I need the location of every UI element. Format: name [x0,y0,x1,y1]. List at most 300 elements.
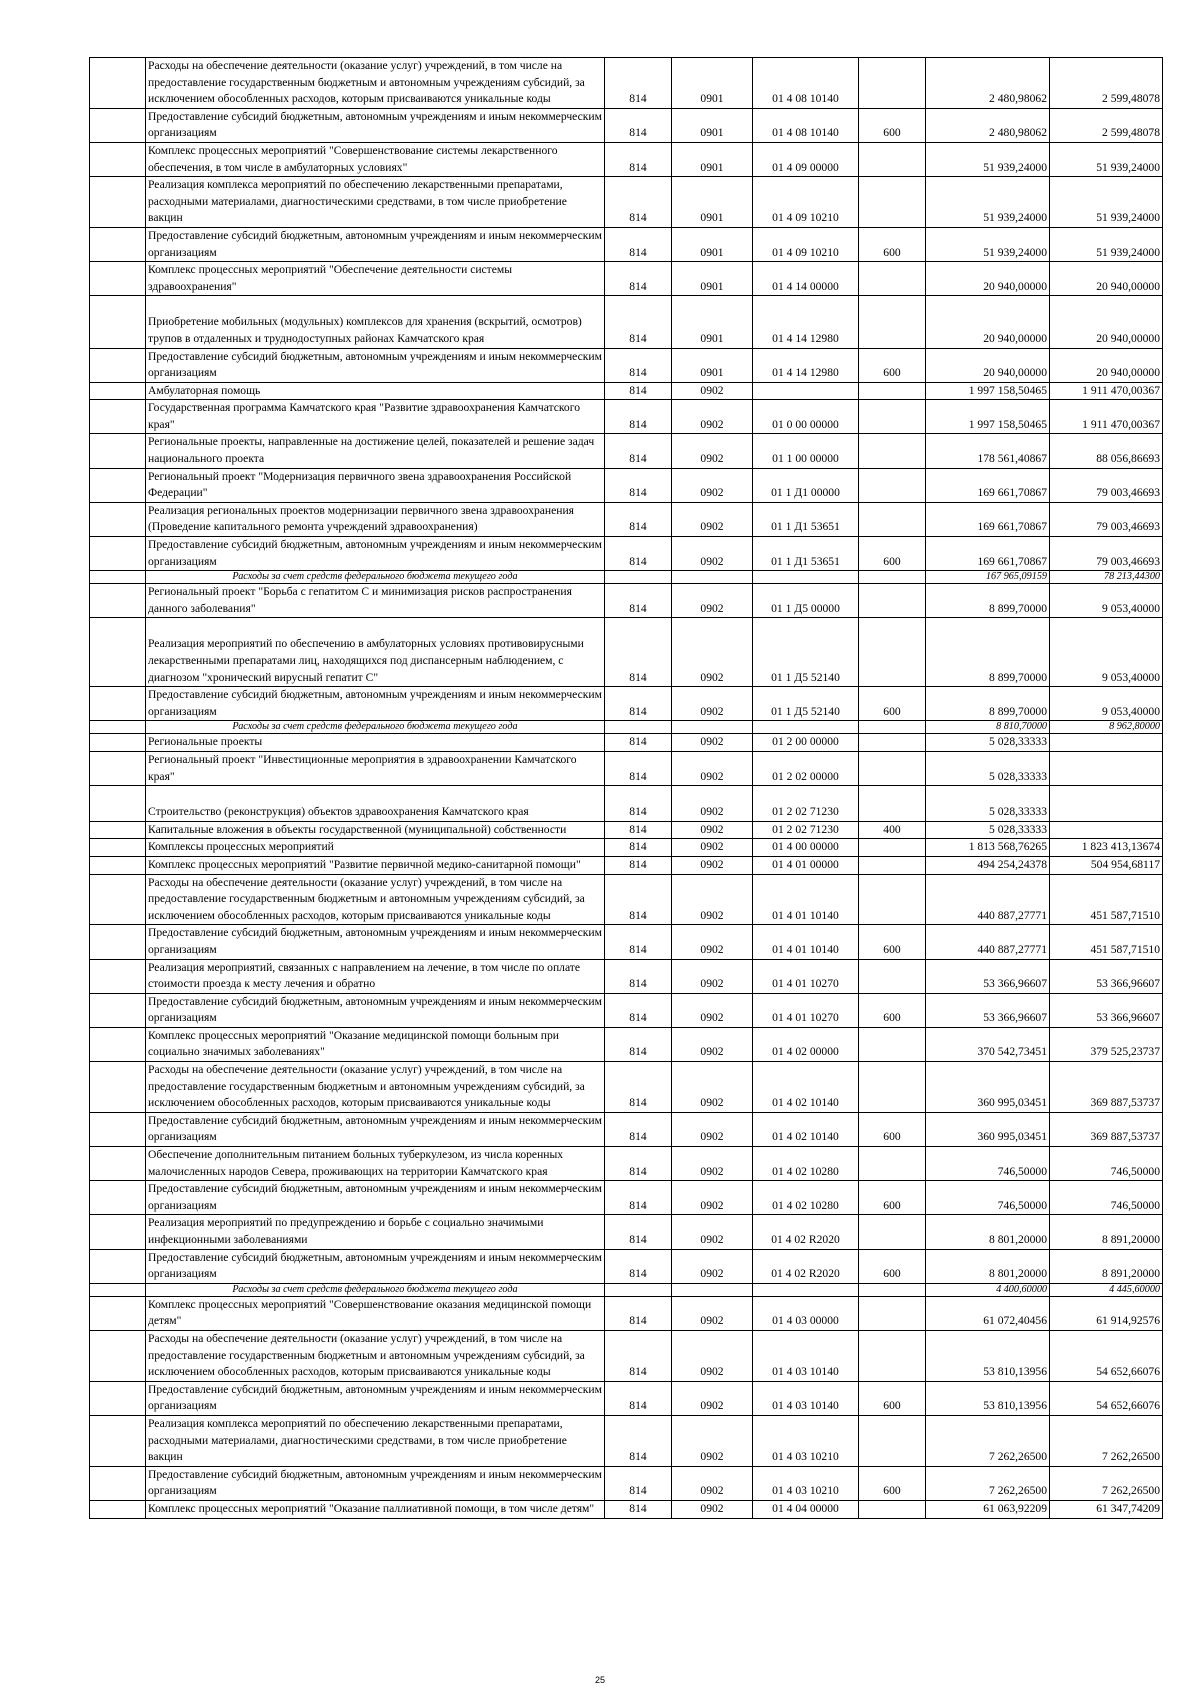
section-code-cell: 0902 [672,1415,753,1466]
amount-year1-cell: 53 810,13956 [926,1330,1050,1381]
target-article-cell: 01 4 02 R2020 [753,1249,859,1283]
amount-year2-cell: 51 939,24000 [1050,177,1163,228]
target-article-cell: 01 1 Д5 00000 [753,584,859,618]
grbs-code-cell: 814 [605,839,672,857]
table-row [90,618,1163,687]
table-row [90,296,1163,348]
grbs-code-cell: 814 [605,348,672,382]
amount-year2-cell: 53 366,96607 [1050,993,1163,1027]
amount-year1-cell: 8 810,70000 [926,721,1050,734]
expense-type-cell [859,874,926,925]
expense-name-cell: Региональные проекты, направленные на достижение целей, показателей и решение задач национального проекта [146,434,605,468]
amount-year2-cell: 379 525,23737 [1050,1027,1163,1061]
expense-type-cell: 600 [859,925,926,959]
target-article-cell: 01 4 14 00000 [753,262,859,296]
row-number-cell [90,296,146,348]
expense-type-cell [859,177,926,228]
grbs-code-cell: 814 [605,400,672,434]
section-code-cell: 0902 [672,618,753,687]
target-article-cell: 01 4 03 10210 [753,1466,859,1500]
grbs-code-cell: 814 [605,1027,672,1061]
table-row [90,1215,1163,1249]
expense-type-cell: 600 [859,537,926,571]
grbs-code-cell: 814 [605,108,672,142]
expense-type-cell [859,856,926,874]
grbs-code-cell: 814 [605,1415,672,1466]
table-row [90,839,1163,857]
amount-year1-cell: 20 940,00000 [926,296,1050,348]
amount-year2-cell: 1 911 470,00367 [1050,400,1163,434]
target-article-cell: 01 4 03 00000 [753,1296,859,1330]
target-article-cell: 01 2 02 00000 [753,751,859,785]
grbs-code-cell: 814 [605,58,672,109]
table-row [90,1249,1163,1283]
section-code-cell: 0901 [672,177,753,228]
expense-type-cell [859,58,926,109]
row-number-cell [90,993,146,1027]
expense-name-cell: Предоставление субсидий бюджетным, автономным учреждениям и иным некоммерческим организациям [146,1249,605,1283]
expense-type-cell: 600 [859,1181,926,1215]
row-number-cell [90,1381,146,1415]
target-article-cell: 01 4 14 12980 [753,348,859,382]
target-article-cell: 01 1 Д5 52140 [753,687,859,721]
grbs-code-cell: 814 [605,786,672,822]
section-code-cell: 0902 [672,839,753,857]
section-code-cell: 0902 [672,821,753,839]
expense-name-cell: Предоставление субсидий бюджетным, автономным учреждениям и иным некоммерческим организациям [146,227,605,261]
expense-name-cell: Предоставление субсидий бюджетным, автономным учреждениям и иным некоммерческим организациям [146,108,605,142]
amount-year2-cell: 20 940,00000 [1050,296,1163,348]
target-article-cell: 01 4 02 10280 [753,1147,859,1181]
grbs-code-cell: 814 [605,1181,672,1215]
amount-year2-cell: 746,50000 [1050,1147,1163,1181]
row-number-cell [90,1296,146,1330]
section-code-cell: 0902 [672,382,753,400]
amount-year1-cell: 8 801,20000 [926,1249,1050,1283]
grbs-code-cell: 814 [605,618,672,687]
target-article-cell: 01 4 03 10140 [753,1381,859,1415]
amount-year1-cell: 370 542,73451 [926,1027,1050,1061]
grbs-code-cell: 814 [605,1466,672,1500]
amount-year2-cell: 61 347,74209 [1050,1500,1163,1518]
target-article-cell: 01 1 Д1 00000 [753,468,859,502]
expense-name-cell: Региональный проект "Модернизация первичного звена здравоохранения Российской Федерации" [146,468,605,502]
grbs-code-cell: 814 [605,734,672,752]
target-article-cell: 01 4 01 00000 [753,856,859,874]
amount-year2-cell [1050,751,1163,785]
amount-year1-cell: 51 939,24000 [926,177,1050,228]
row-number-cell [90,839,146,857]
expense-type-cell [859,142,926,176]
table-row [90,1415,1163,1466]
amount-year2-cell: 4 445,60000 [1050,1283,1163,1296]
expense-name-cell: Капитальные вложения в объекты государственной (муниципальной) собственности [146,821,605,839]
section-code-cell: 0902 [672,856,753,874]
table-row [90,687,1163,721]
expense-name-cell: Предоставление субсидий бюджетным, автономным учреждениям и иным некоммерческим организациям [146,1466,605,1500]
amount-year1-cell: 1 813 568,76265 [926,839,1050,857]
target-article-cell: 01 1 Д5 52140 [753,618,859,687]
section-code-cell: 0902 [672,1381,753,1415]
target-article-cell: 01 4 09 10210 [753,227,859,261]
amount-year1-cell: 4 400,60000 [926,1283,1050,1296]
expense-type-cell [859,1062,926,1113]
target-article-cell: 01 4 08 10140 [753,58,859,109]
grbs-code-cell: 814 [605,687,672,721]
row-number-cell [90,1466,146,1500]
expense-type-cell: 600 [859,993,926,1027]
amount-year1-cell: 746,50000 [926,1147,1050,1181]
expense-name-cell: Расходы за счет средств федерального бюджета текущего года [146,1283,605,1296]
grbs-code-cell: 814 [605,821,672,839]
target-article-cell: 01 4 02 10140 [753,1112,859,1146]
grbs-code-cell [605,721,672,734]
table-row [90,502,1163,536]
grbs-code-cell: 814 [605,227,672,261]
expense-name-cell: Предоставление субсидий бюджетным, автономным учреждениям и иным некоммерческим организациям [146,925,605,959]
section-code-cell: 0902 [672,537,753,571]
row-number-cell [90,1215,146,1249]
row-number-cell [90,348,146,382]
expense-name-cell: Расходы на обеспечение деятельности (оказание услуг) учреждений, в том числе на предоставление государственным бюджетным и автономным учреждениям субсидий, за исключением обособленных расходов, которым присваиваются уникальные коды [146,58,605,109]
table-row [90,925,1163,959]
table-row [90,1147,1163,1181]
row-number-cell [90,925,146,959]
row-number-cell [90,1181,146,1215]
row-number-cell [90,1500,146,1518]
expense-type-cell [859,1283,926,1296]
amount-year2-cell: 78 213,44300 [1050,571,1163,584]
section-code-cell: 0901 [672,296,753,348]
amount-year2-cell: 2 599,48078 [1050,108,1163,142]
section-code-cell: 0902 [672,959,753,993]
budget-sheet [89,57,1160,1519]
amount-year1-cell: 178 561,40867 [926,434,1050,468]
expense-type-cell [859,296,926,348]
expense-type-cell: 600 [859,1381,926,1415]
target-article-cell: 01 4 09 00000 [753,142,859,176]
grbs-code-cell: 814 [605,1112,672,1146]
section-code-cell: 0902 [672,786,753,822]
grbs-code-cell: 814 [605,1249,672,1283]
amount-year1-cell: 7 262,26500 [926,1466,1050,1500]
grbs-code-cell: 814 [605,959,672,993]
budget-table-body [90,58,1163,1519]
grbs-code-cell: 814 [605,1296,672,1330]
amount-year1-cell: 20 940,00000 [926,348,1050,382]
amount-year2-cell: 9 053,40000 [1050,584,1163,618]
expense-name-cell: Реализация мероприятий по обеспечению в амбулаторных условиях противовирусными лекарственными препаратами лиц, находящихся под диспансерным наблюдением, с диагнозом "хронический вирусный гепатит С" [146,618,605,687]
grbs-code-cell: 814 [605,874,672,925]
table-row [90,874,1163,925]
amount-year2-cell [1050,786,1163,822]
amount-year2-cell [1050,734,1163,752]
expense-type-cell [859,618,926,687]
amount-year2-cell: 79 003,46693 [1050,502,1163,536]
row-number-cell [90,874,146,925]
expense-name-cell: Расходы за счет средств федерального бюджета текущего года [146,571,605,584]
section-code-cell: 0902 [672,1330,753,1381]
row-number-cell [90,571,146,584]
row-number-cell [90,734,146,752]
target-article-cell: 01 4 01 10270 [753,959,859,993]
grbs-code-cell: 814 [605,382,672,400]
expense-type-cell [859,1147,926,1181]
expense-name-cell: Региональный проект "Инвестиционные мероприятия в здравоохранении Камчатского края" [146,751,605,785]
amount-year1-cell: 51 939,24000 [926,227,1050,261]
amount-year1-cell: 8 899,70000 [926,687,1050,721]
table-row [90,108,1163,142]
section-code-cell: 0902 [672,734,753,752]
grbs-code-cell: 814 [605,142,672,176]
row-number-cell [90,537,146,571]
amount-year1-cell: 360 995,03451 [926,1112,1050,1146]
grbs-code-cell: 814 [605,1062,672,1113]
expense-type-cell [859,382,926,400]
grbs-code-cell: 814 [605,177,672,228]
amount-year2-cell: 54 652,66076 [1050,1381,1163,1415]
expense-type-cell: 600 [859,348,926,382]
amount-year2-cell: 51 939,24000 [1050,227,1163,261]
expense-type-cell [859,734,926,752]
table-row [90,348,1163,382]
row-number-cell [90,177,146,228]
target-article-cell: 01 1 00 00000 [753,434,859,468]
expense-name-cell: Расходы за счет средств федерального бюджета текущего года [146,721,605,734]
row-number-cell [90,1062,146,1113]
table-row [90,434,1163,468]
amount-year1-cell: 169 661,70867 [926,537,1050,571]
amount-year1-cell: 440 887,27771 [926,925,1050,959]
section-code-cell: 0902 [672,751,753,785]
expense-type-cell [859,1215,926,1249]
row-number-cell [90,434,146,468]
expense-type-cell: 600 [859,1112,926,1146]
target-article-cell [753,382,859,400]
page-number: 25 [594,1675,605,1685]
amount-year2-cell: 1 911 470,00367 [1050,382,1163,400]
row-number-cell [90,821,146,839]
amount-year1-cell: 5 028,33333 [926,786,1050,822]
amount-year2-cell: 88 056,86693 [1050,434,1163,468]
section-code-cell: 0902 [672,874,753,925]
table-row [90,537,1163,571]
grbs-code-cell: 814 [605,1381,672,1415]
row-number-cell [90,856,146,874]
amount-year1-cell: 53 366,96607 [926,993,1050,1027]
expense-name-cell: Реализация мероприятий, связанных с направлением на лечение, в том числе по оплате стоимости проезда к месту лечения и обратно [146,959,605,993]
target-article-cell: 01 4 14 12980 [753,296,859,348]
expense-type-cell [859,468,926,502]
expense-name-cell: Реализация мероприятий по предупреждению и борьбе с социально значимыми инфекционными заболеваниями [146,1215,605,1249]
row-number-cell [90,382,146,400]
grbs-code-cell: 814 [605,925,672,959]
amount-year2-cell: 504 954,68117 [1050,856,1163,874]
row-number-cell [90,262,146,296]
amount-year1-cell: 360 995,03451 [926,1062,1050,1113]
amount-year1-cell: 1 997 158,50465 [926,400,1050,434]
section-code-cell [672,721,753,734]
expense-type-cell: 600 [859,1466,926,1500]
expense-name-cell: Приобретение мобильных (модульных) комплексов для хранения (вскрытий, осмотров) трупов в отдаленных и труднодоступных районах Камчатского края [146,296,605,348]
table-row [90,821,1163,839]
expense-type-cell [859,434,926,468]
row-number-cell [90,142,146,176]
expense-type-cell [859,400,926,434]
row-number-cell [90,502,146,536]
row-number-cell [90,1147,146,1181]
amount-year2-cell: 8 962,80000 [1050,721,1163,734]
section-code-cell: 0902 [672,1112,753,1146]
target-article-cell: 01 4 01 10270 [753,993,859,1027]
amount-year1-cell: 61 072,40456 [926,1296,1050,1330]
section-code-cell: 0902 [672,584,753,618]
grbs-code-cell: 814 [605,1215,672,1249]
table-row [90,400,1163,434]
row-number-cell [90,1249,146,1283]
table-row [90,1027,1163,1061]
grbs-code-cell: 814 [605,468,672,502]
table-row [90,1500,1163,1518]
amount-year1-cell: 8 899,70000 [926,618,1050,687]
target-article-cell: 01 4 02 10280 [753,1181,859,1215]
amount-year1-cell: 169 661,70867 [926,502,1050,536]
amount-year2-cell [1050,821,1163,839]
target-article-cell: 01 1 Д1 53651 [753,537,859,571]
expense-type-cell [859,721,926,734]
expense-name-cell: Комплекс процессных мероприятий "Развитие первичной медико-санитарной помощи" [146,856,605,874]
amount-year2-cell: 9 053,40000 [1050,687,1163,721]
amount-year1-cell: 494 254,24378 [926,856,1050,874]
amount-year2-cell: 79 003,46693 [1050,468,1163,502]
table-row [90,1112,1163,1146]
row-number-cell [90,400,146,434]
grbs-code-cell: 814 [605,262,672,296]
section-code-cell: 0901 [672,58,753,109]
section-code-cell: 0902 [672,1249,753,1283]
amount-year2-cell: 79 003,46693 [1050,537,1163,571]
expense-name-cell: Реализация региональных проектов модернизации первичного звена здравоохранения (Проведение капитального ремонта учреждений здравоохранения) [146,502,605,536]
section-code-cell: 0901 [672,142,753,176]
table-row [90,142,1163,176]
grbs-code-cell: 814 [605,434,672,468]
section-code-cell: 0901 [672,262,753,296]
expense-name-cell: Региональные проекты [146,734,605,752]
amount-year2-cell: 8 891,20000 [1050,1249,1163,1283]
expense-type-cell [859,786,926,822]
expense-type-cell [859,959,926,993]
row-number-cell [90,1330,146,1381]
section-code-cell: 0902 [672,468,753,502]
expense-type-cell [859,502,926,536]
table-row [90,227,1163,261]
expense-type-cell: 600 [859,108,926,142]
expense-type-cell: 600 [859,687,926,721]
row-number-cell [90,618,146,687]
expense-type-cell [859,1296,926,1330]
row-number-cell [90,584,146,618]
row-number-cell [90,1283,146,1296]
table-row [90,1181,1163,1215]
target-article-cell: 01 1 Д1 53651 [753,502,859,536]
section-code-cell: 0902 [672,925,753,959]
row-number-cell [90,1415,146,1466]
row-number-cell [90,468,146,502]
amount-year2-cell: 746,50000 [1050,1181,1163,1215]
expense-name-cell: Амбулаторная помощь [146,382,605,400]
target-article-cell: 01 4 04 00000 [753,1500,859,1518]
expense-name-cell: Комплексы процессных мероприятий [146,839,605,857]
expense-type-cell: 600 [859,1249,926,1283]
amount-year1-cell: 1 997 158,50465 [926,382,1050,400]
expense-type-cell [859,1415,926,1466]
amount-year2-cell: 451 587,71510 [1050,874,1163,925]
section-code-cell: 0902 [672,400,753,434]
federal-budget-row [90,1283,1163,1296]
grbs-code-cell: 814 [605,993,672,1027]
row-number-cell [90,751,146,785]
grbs-code-cell: 814 [605,584,672,618]
target-article-cell: 01 4 01 10140 [753,874,859,925]
amount-year1-cell: 53 366,96607 [926,959,1050,993]
grbs-code-cell: 814 [605,502,672,536]
amount-year1-cell: 7 262,26500 [926,1415,1050,1466]
table-row [90,1330,1163,1381]
expense-name-cell: Комплекс процессных мероприятий "Совершенствование оказания медицинской помощи детям" [146,1296,605,1330]
target-article-cell: 01 0 00 00000 [753,400,859,434]
table-row [90,786,1163,822]
row-number-cell [90,786,146,822]
expense-name-cell: Обеспечение дополнительным питанием больных туберкулезом, из числа коренных малочисленных народов Севера, проживающих на территории Камчатского края [146,1147,605,1181]
expense-name-cell: Расходы на обеспечение деятельности (оказание услуг) учреждений, в том числе на предоставление государственным бюджетным и автономным учреждениям субсидий, за исключением обособленных расходов, которым присваиваются уникальные коды [146,1330,605,1381]
expense-name-cell: Расходы на обеспечение деятельности (оказание услуг) учреждений, в том числе на предоставление государственным бюджетным и автономным учреждениям субсидий, за исключением обособленных расходов, которым присваиваются уникальные коды [146,1062,605,1113]
section-code-cell: 0902 [672,1215,753,1249]
target-article-cell: 01 2 02 71230 [753,786,859,822]
table-row [90,959,1163,993]
expense-name-cell: Расходы на обеспечение деятельности (оказание услуг) учреждений, в том числе на предоставление государственным бюджетным и автономным учреждениям субсидий, за исключением обособленных расходов, которым присваиваются уникальные коды [146,874,605,925]
table-row [90,382,1163,400]
section-code-cell: 0901 [672,108,753,142]
section-code-cell: 0902 [672,1296,753,1330]
amount-year1-cell: 5 028,33333 [926,734,1050,752]
grbs-code-cell: 814 [605,1330,672,1381]
budget-table [89,57,1163,1519]
section-code-cell: 0902 [672,1466,753,1500]
table-row [90,734,1163,752]
row-number-cell [90,58,146,109]
target-article-cell [753,721,859,734]
grbs-code-cell [605,571,672,584]
amount-year1-cell: 5 028,33333 [926,751,1050,785]
row-number-cell [90,1027,146,1061]
expense-name-cell: Предоставление субсидий бюджетным, автономным учреждениям и иным некоммерческим организациям [146,993,605,1027]
amount-year1-cell: 169 661,70867 [926,468,1050,502]
grbs-code-cell: 814 [605,751,672,785]
amount-year1-cell: 53 810,13956 [926,1381,1050,1415]
table-row [90,1062,1163,1113]
federal-budget-row [90,721,1163,734]
section-code-cell: 0902 [672,1062,753,1113]
expense-name-cell: Предоставление субсидий бюджетным, автономным учреждениям и иным некоммерческим организациям [146,348,605,382]
amount-year1-cell: 440 887,27771 [926,874,1050,925]
row-number-cell [90,959,146,993]
amount-year1-cell: 61 063,92209 [926,1500,1050,1518]
expense-type-cell: 400 [859,821,926,839]
section-code-cell: 0902 [672,1147,753,1181]
target-article-cell [753,1283,859,1296]
target-article-cell: 01 4 08 10140 [753,108,859,142]
expense-name-cell: Предоставление субсидий бюджетным, автономным учреждениям и иным некоммерческим организациям [146,1381,605,1415]
